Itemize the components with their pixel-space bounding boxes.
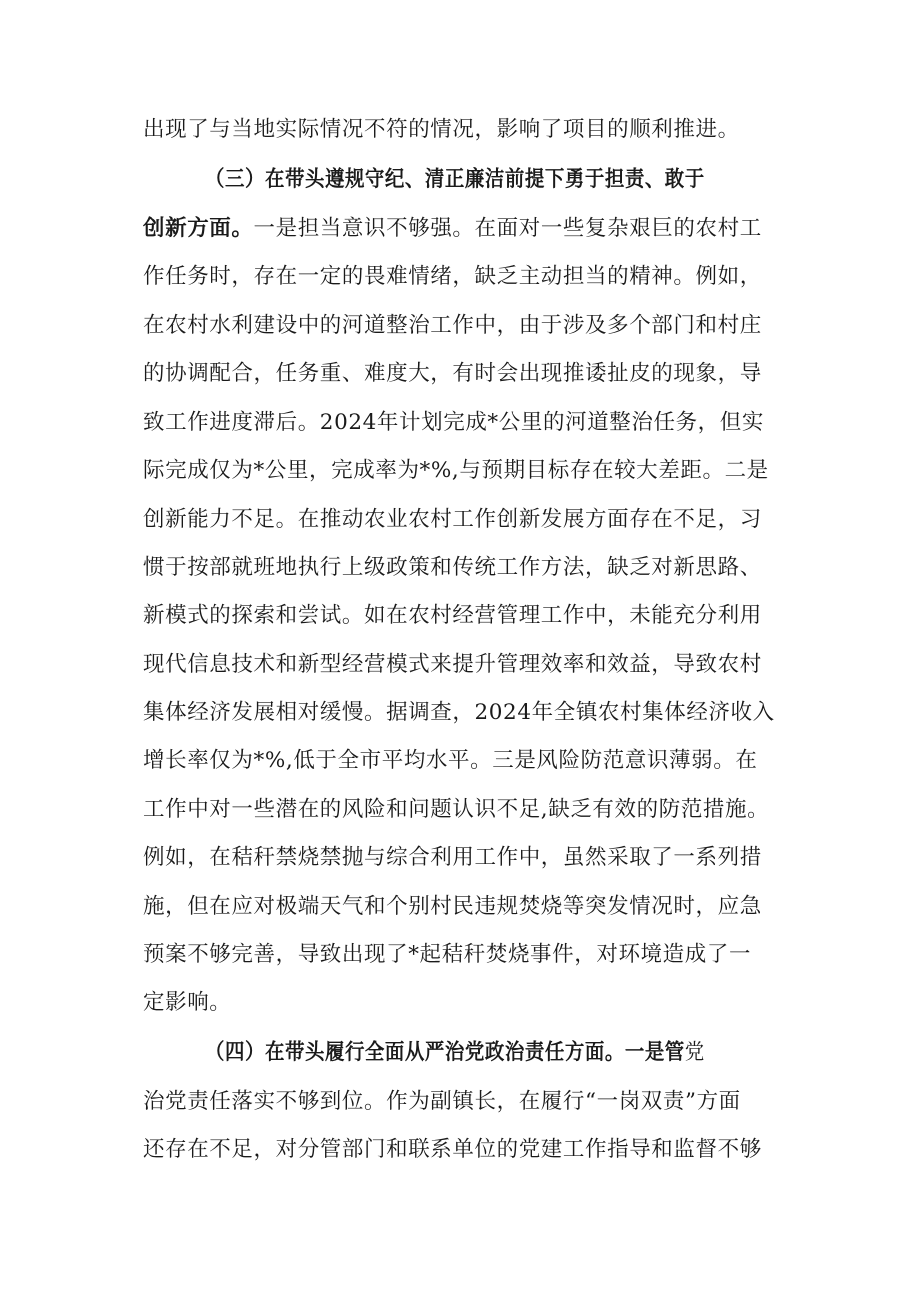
text-line-4 [143, 262, 793, 292]
line-text: 一是担当意识不够强。在面对一些复杂艰巨的农村工 [253, 216, 762, 241]
line-text: 现代信息技术和新型经营模式来提升管理效率和效益，导致农村 [143, 652, 762, 677]
line-text: 作任务时，存在一定的畏难情绪，缺乏主动担当的精神。例如， [143, 264, 762, 289]
text-line-21 [143, 1087, 793, 1117]
line-text: 的协调配合，任务重、难度大，有时会出现推诿扯皮的现象，导 [143, 361, 762, 386]
line-text: 增长率仅为*%,低于全市平均水平。三是风险防范意识薄弱。在 [143, 748, 758, 773]
line-text: 工作中对一些潜在的风险和问题认识不足,缺乏有效的防范措施。 [143, 797, 770, 822]
heading-text: 创新方面。 [143, 216, 254, 241]
text-line-16 [143, 843, 793, 873]
line-text: 集体经济发展相对缓慢。据调查，2024年全镇农村集体经济收入 [143, 700, 775, 725]
text-line-15 [143, 795, 793, 825]
section-heading-3 [205, 165, 793, 195]
text-line-14 [143, 746, 793, 776]
line-text: 施，但在应对极端天气和个别村民违规焚烧等突发情况时，应急 [143, 894, 762, 919]
text-line-10 [143, 553, 793, 583]
text-line-5 [143, 311, 793, 341]
text-line-18 [143, 940, 793, 970]
text-line-8 [143, 456, 793, 486]
line-text: 新模式的探索和尝试。如在农村经营管理工作中，未能充分利用 [143, 603, 762, 628]
line-text: 致工作进度滞后。2024年计划完成*公里的河道整治任务，但实 [143, 410, 764, 435]
line-text: 定影响。 [143, 990, 232, 1015]
text-line-17 [143, 892, 793, 922]
section-heading-4 [205, 1038, 793, 1068]
line-text: 出现了与当地实际情况不符的情况，影响了项目的顺利推进。 [143, 117, 740, 142]
text-line-11 [143, 601, 793, 631]
heading-text: （三）在带头遵规守纪、清正廉洁前提下勇于担责、敢于 [205, 167, 705, 192]
text-line-3 [143, 214, 793, 244]
text-line-9 [143, 505, 793, 535]
line-text: 际完成仅为*公里，完成率为*%,与预期目标存在较大差距。二是 [143, 458, 769, 483]
text-line-12 [143, 650, 793, 680]
line-text: 例如，在秸秆禁烧禁抛与综合利用工作中，虽然采取了一系列措 [143, 845, 762, 870]
line-text: 治党责任落实不够到位。作为副镇长，在履行“一岗双责”方面 [143, 1089, 741, 1114]
heading-text: （四）在带头履行全面从严治党政治责任方面。一是管 [205, 1040, 685, 1065]
text-line-22 [143, 1135, 793, 1165]
text-line-1 [143, 115, 793, 145]
text-line-6 [143, 359, 793, 389]
text-line-13 [143, 698, 793, 728]
line-text: 还存在不足，对分管部门和联系单位的党建工作指导和监督不够 [143, 1137, 762, 1162]
text-line-7 [143, 408, 793, 438]
line-text: 预案不够完善，导致出现了*起秸秆焚烧事件，对环境造成了一 [143, 942, 752, 967]
line-text: 创新能力不足。在推动农业农村工作创新发展方面存在不足，习 [143, 507, 762, 532]
line-text: 惯于按部就班地执行上级政策和传统工作方法，缺乏对新思路、 [143, 555, 762, 580]
line-text: 在农村水利建设中的河道整治工作中，由于涉及多个部门和村庄 [143, 313, 762, 338]
text-line-19 [143, 988, 793, 1018]
line-text: 党 [684, 1040, 705, 1065]
